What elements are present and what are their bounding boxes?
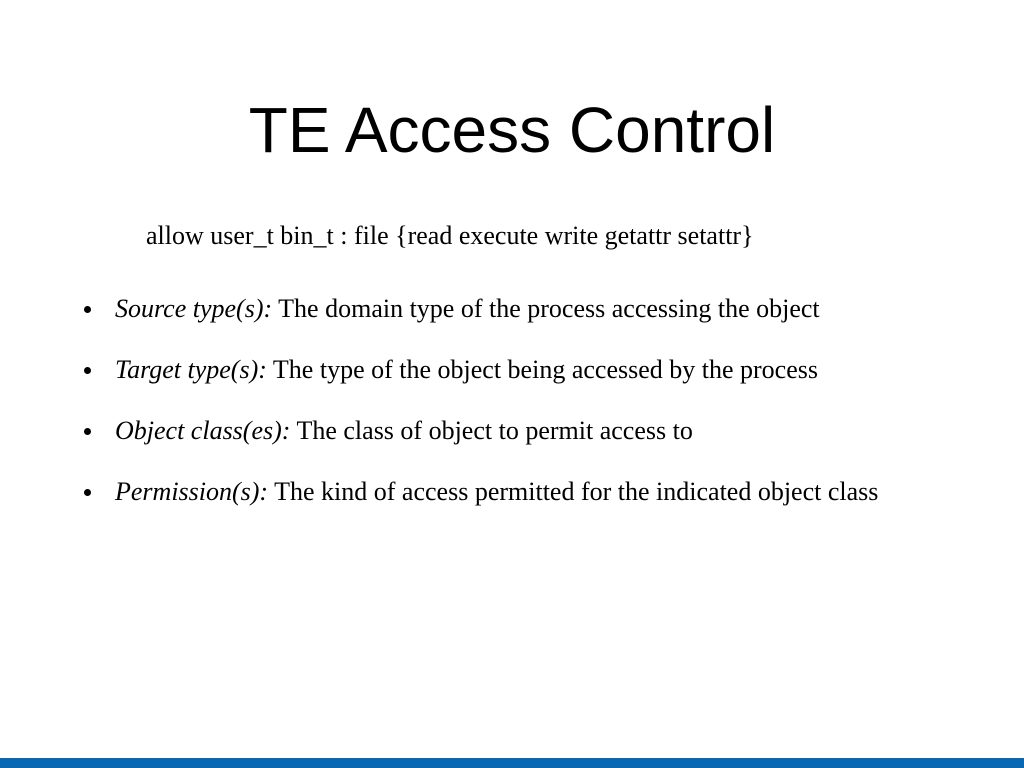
bullet-text: The type of the object being accessed by the process <box>266 355 818 384</box>
bullet-dot-icon <box>84 367 91 374</box>
bullet-dot-icon <box>84 489 91 496</box>
list-item <box>80 349 970 391</box>
slide-title: TE Access Control <box>248 94 776 166</box>
bullet-text: The domain type of the process accessing the object <box>272 294 820 323</box>
bullet-list <box>80 288 970 532</box>
bullet-dot-icon <box>84 306 91 313</box>
bullet-term: Target type(s): <box>115 355 267 384</box>
bullet-dot-icon <box>84 428 91 435</box>
bullet-text: The kind of access permitted for the indicated object class <box>268 477 879 506</box>
list-item <box>80 288 970 330</box>
policy-rule: allow user_t bin_t : file {read execute write getattr setattr} <box>146 221 754 250</box>
list-item <box>80 471 970 513</box>
bottom-accent-bar <box>0 758 1024 768</box>
bullet-term: Object class(es): <box>115 416 291 445</box>
bullet-term: Permission(s): <box>115 477 269 506</box>
bullet-term: Source type(s): <box>115 294 273 323</box>
list-item <box>80 410 970 452</box>
bullet-text: The class of object to permit access to <box>290 416 693 445</box>
